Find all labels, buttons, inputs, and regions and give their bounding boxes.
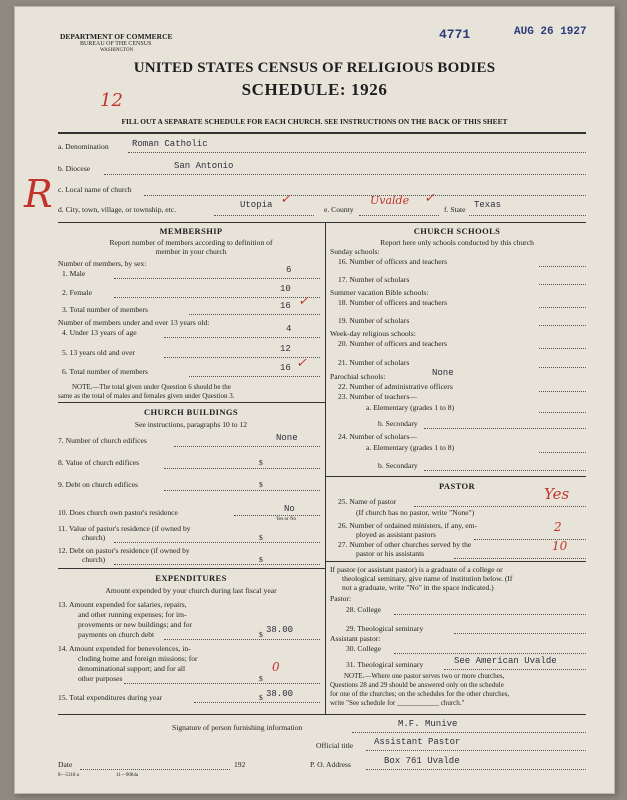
vacation-schools-label: Summer vacation Bible schools: [330, 288, 429, 297]
expenditures-intro: Amount expended by your church during last fiscal year [105, 586, 277, 595]
sunday-schools-label: Sunday schools: [330, 247, 380, 256]
r-mark: R [24, 172, 53, 216]
signature-label: Signature of person furnishing information [172, 723, 303, 732]
q17-line [539, 284, 586, 285]
q27-line [454, 558, 586, 559]
q20-line [539, 348, 586, 349]
q28-line [394, 614, 586, 615]
q8-label: 8. Value of church edifices [58, 458, 140, 467]
po-address-line [366, 769, 586, 770]
official-title-value: Assistant Pastor [374, 737, 461, 747]
q23a-line [539, 412, 586, 413]
q23b-line [424, 428, 586, 429]
q30-line [394, 653, 586, 654]
q6-label: 6. Total number of members [62, 367, 149, 376]
q10-value: No [284, 504, 295, 514]
q3-label: 3. Total number of members [62, 305, 149, 314]
q1-line [114, 278, 320, 279]
q24b-line [424, 470, 586, 471]
handwritten-mark: 12 [100, 90, 123, 111]
q15-value: 38.00 [266, 689, 294, 699]
buildings-bottom-rule [58, 568, 325, 569]
pastor-note-3: for one of the churches; on the schedules for the other churches, [330, 690, 510, 698]
q14-label-2: cluding home and foreign missions; for [78, 654, 198, 663]
q2-label: 2. Female [62, 288, 92, 297]
q21-line [539, 367, 586, 368]
q12-label: 12. Debt on pastor's residence (if owned by [58, 546, 190, 555]
q24a-label: a. Elementary (grades 1 to 8) [366, 443, 455, 452]
q19-line [539, 325, 586, 326]
local-name-line [144, 195, 586, 196]
county-value: Uvalde [370, 194, 410, 207]
official-title-label: Official title [316, 741, 354, 750]
bureau-label: BUREAU OF THE CENSUS [80, 41, 152, 47]
q9-label: 9. Debt on church edifices [58, 480, 138, 489]
denomination-label: a. Denomination [58, 142, 109, 151]
q14-label-3: denominational support; and for all [78, 664, 186, 673]
signature-value: M.F. Munive [398, 719, 458, 729]
q11-label-cont: church) [82, 533, 106, 542]
q14-value: 0 [272, 660, 280, 674]
form-title: UNITED STATES CENSUS OF RELIGIOUS BODIES [133, 60, 496, 76]
q10-label: 10. Does church own pastor's residence [58, 508, 178, 517]
form-number-1: 8—5318 a [58, 773, 79, 778]
po-address-value: Box 761 Uvalde [384, 756, 460, 766]
q8-dollar: $ [259, 458, 263, 467]
parochial-schools-label: Parochial schools: [330, 372, 386, 381]
census-schedule-sheet [14, 6, 615, 794]
q12-label-cont: church) [82, 555, 106, 564]
q26-label-cont: ployed as assistant pastors [356, 530, 436, 539]
pastor-heading: PASTOR [438, 481, 476, 491]
q12-dollar: $ [259, 555, 263, 564]
q30-label: 30. College [346, 644, 382, 653]
diocese-value: San Antonio [174, 161, 234, 171]
q26-line [474, 539, 586, 540]
q27-label-cont: pastor or his assistants [356, 549, 425, 558]
county-label: e. County [324, 205, 354, 214]
graduate-note-3: not a graduate, write "No" in the space indicated.) [342, 583, 494, 592]
q25-value: Yes [544, 485, 570, 503]
schools-intro: Report here only schools conducted by this church [380, 238, 534, 247]
section-top-rule [58, 222, 586, 223]
q25-label: 25. Name of pastor [338, 497, 397, 506]
denomination-line [128, 152, 586, 153]
q22-label: 22. Number of administrative officers [338, 382, 453, 391]
q15-label: 15. Total expenditures during year [58, 693, 163, 702]
buildings-intro: See instructions, paragraphs 10 to 12 [134, 420, 248, 429]
q13-line [164, 639, 320, 640]
q31-value: See American Uvalde [454, 656, 557, 666]
q14-label: 14. Amount expended for benevolences, in- [58, 644, 191, 653]
local-name-label: c. Local name of church [58, 185, 132, 194]
q4-label: 4. Under 13 years of age [62, 328, 137, 337]
denomination-value: Roman Catholic [132, 139, 208, 149]
department-label: DEPARTMENT OF COMMERCE [60, 32, 173, 41]
q12-line [114, 564, 320, 565]
date-label: Date [58, 760, 73, 769]
diocese-label: b. Diocese [58, 164, 91, 173]
pastor-mid-rule [325, 561, 586, 562]
yes-or-no-hint: Yes or No [276, 517, 297, 522]
q5-value: 12 [280, 344, 291, 354]
check-mark-county: ✓ [424, 191, 435, 206]
date-line [80, 769, 230, 770]
weekday-schools-label: Week-day religious schools: [330, 329, 416, 338]
q25-note: (If church has no pastor, write "None") [356, 508, 475, 517]
q29-label: 29. Theological seminary [346, 624, 424, 633]
check-mark-city: ✓ [280, 192, 291, 207]
q13-label-4: payments on church debt [78, 630, 155, 639]
po-address-label: P. O. Address [310, 760, 351, 769]
membership-note-2: same as the total of males and females given under Question 3. [58, 392, 235, 400]
q24a-line [539, 452, 586, 453]
q3-line [189, 314, 320, 315]
city-label: WASHINGTON [100, 48, 134, 53]
received-date-stamp: AUG 26 1927 [514, 26, 587, 38]
q24b-label: b. Secondary [378, 461, 418, 470]
q31-line [444, 669, 586, 670]
q13-value: 38.00 [266, 625, 294, 635]
q23-label: 23. Number of teachers— [338, 392, 417, 401]
q8-line [164, 468, 320, 469]
graduate-note-2: theological seminary, give name of institution below. (If [342, 574, 513, 583]
q7-value: None [276, 433, 298, 443]
check-mark-q6: ✓ [296, 356, 307, 371]
city-town-line [214, 215, 314, 216]
official-title-line [366, 750, 586, 751]
q24-label: 24. Number of scholars— [338, 432, 417, 441]
expenditures-heading: EXPENDITURES [155, 573, 227, 583]
q16-label: 16. Number of officers and teachers [338, 257, 448, 266]
q31-label: 31. Theological seminary [346, 660, 424, 669]
buildings-heading: CHURCH BUILDINGS [143, 407, 238, 417]
q3-value: 16 [280, 301, 291, 311]
pastor-note-4: write "See schedule for ____________ church." [330, 699, 465, 707]
q17-label: 17. Number of scholars [338, 275, 410, 284]
q29-line [454, 633, 586, 634]
q15-line [194, 702, 320, 703]
q16-line [539, 266, 586, 267]
state-line [469, 215, 586, 216]
pastor-note-1: NOTE.—Where one pastor serves two or more churches, [344, 672, 505, 680]
sections-bottom-rule [58, 714, 586, 715]
q7-line [174, 446, 320, 447]
members-by-sex-label: Number of members, by sex: [58, 259, 147, 268]
pastor-note-2: Questions 28 and 29 should be answered only on the schedule [330, 681, 504, 689]
q25-line [414, 506, 586, 507]
q13-label-2: and other running expenses; for im- [78, 610, 187, 619]
q1-label: 1. Male [62, 269, 86, 278]
membership-heading: MEMBERSHIP [159, 226, 223, 236]
q15-dollar: $ [259, 693, 263, 702]
q26-value: 2 [554, 520, 562, 534]
city-town-label: d. City, town, village, or township, etc. [58, 205, 177, 214]
header-rule [58, 132, 586, 134]
q10-line [234, 515, 320, 516]
q27-label: 27. Number of other churches served by the [338, 540, 472, 549]
graduate-note-1: If pastor (or assistant pastor) is a graduate of a college or [330, 565, 503, 574]
q2-value: 10 [280, 284, 291, 294]
q13-label-3: provements or new buildings; and for [78, 620, 193, 629]
check-mark-q3: ✓ [298, 294, 309, 309]
date-year: 192 [234, 760, 246, 769]
schools-bottom-rule [325, 476, 586, 477]
q9-dollar: $ [259, 480, 263, 489]
schedule-number-stamp: 4771 [439, 27, 471, 42]
q18-line [539, 307, 586, 308]
membership-intro-2: member in your church [155, 247, 227, 256]
county-line [359, 215, 439, 216]
q9-line [164, 490, 320, 491]
pastor-label: Pastor: [330, 594, 352, 603]
q14-label-4: other purposes [78, 674, 123, 683]
q20-label: 20. Number of officers and teachers [338, 339, 448, 348]
form-subtitle: SCHEDULE: 1926 [241, 80, 388, 99]
schools-heading: CHURCH SCHOOLS [413, 226, 501, 236]
q19-label: 19. Number of scholars [338, 316, 410, 325]
q1-value: 6 [286, 265, 292, 275]
q5-label: 5. 13 years old and over [62, 348, 135, 357]
form-instruction: FILL OUT A SEPARATE SCHEDULE FOR EACH CHURCH. SEE INSTRUCTIONS ON THE BACK OF THIS SHEET [121, 117, 508, 126]
q27-value: 10 [552, 539, 568, 553]
signature-line [352, 732, 586, 733]
center-divider [325, 222, 326, 714]
q4-value: 4 [286, 324, 292, 334]
form-number-2: 11—9084a [116, 773, 139, 778]
q28-label: 28. College [346, 605, 382, 614]
q23b-label: b. Secondary [378, 419, 418, 428]
members-by-age-label: Number of members under and over 13 years old: [58, 318, 210, 327]
q6-line [189, 376, 320, 377]
q11-dollar: $ [259, 533, 263, 542]
q23a-label: a. Elementary (grades 1 to 8) [366, 403, 455, 412]
q14-dollar: $ [259, 674, 263, 683]
state-value: Texas [474, 200, 502, 210]
city-town-value: Utopia [240, 200, 273, 210]
membership-bottom-rule [58, 402, 325, 403]
q4-line [164, 337, 320, 338]
q14-line [124, 683, 320, 684]
q18-label: 18. Number of officers and teachers [338, 298, 448, 307]
q13-label: 13. Amount expended for salaries, repairs, [58, 600, 187, 609]
membership-intro-1: Report number of members according to definition of [109, 238, 273, 247]
membership-note-1: NOTE.—The total given under Question 6 should be the [72, 383, 231, 391]
q2-line [114, 297, 320, 298]
q13-dollar: $ [259, 630, 263, 639]
parochial-schools-value: None [432, 368, 454, 378]
assistant-pastor-label: Assistant pastor: [330, 634, 381, 643]
q21-label: 21. Number of scholars [338, 358, 410, 367]
q22-line [539, 391, 586, 392]
state-label: f. State [444, 205, 466, 214]
q11-label: 11. Value of pastor's residence (if owned by [58, 524, 191, 533]
q11-line [114, 542, 320, 543]
diocese-line [104, 174, 586, 175]
q7-label: 7. Number of church edifices [58, 436, 147, 445]
q6-value: 16 [280, 363, 291, 373]
q26-label: 26. Number of ordained ministers, if any, em- [338, 521, 478, 530]
